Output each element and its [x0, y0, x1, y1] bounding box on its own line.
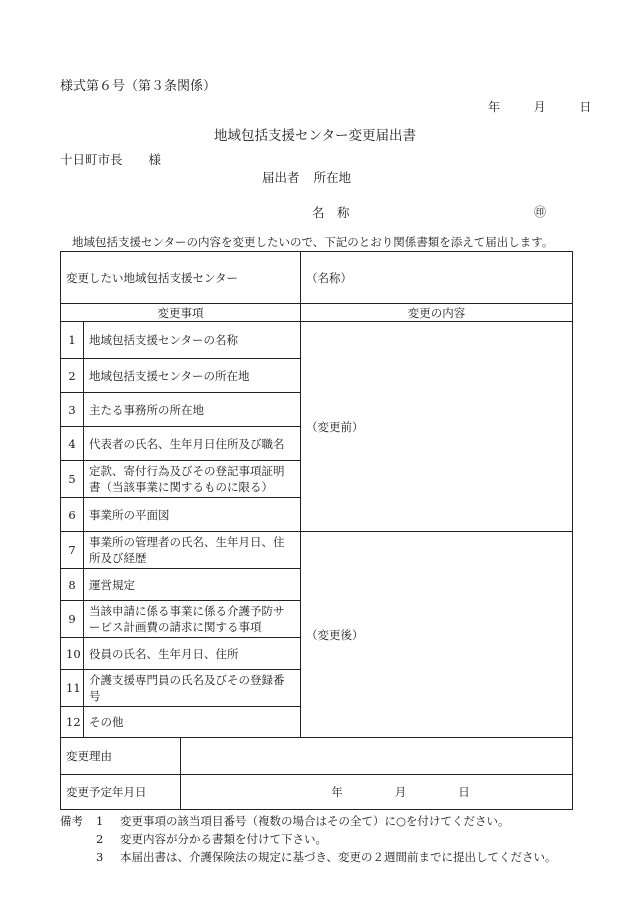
document-title: 地域包括支援センター変更届出書 — [214, 128, 416, 144]
form-number: 様式第６号（第３条関係） — [60, 79, 217, 94]
item-number[interactable]: 2 — [61, 359, 84, 393]
scheduled-month: 月 — [394, 785, 407, 799]
item-number[interactable]: 4 — [61, 427, 84, 461]
scheduled-day: 日 — [458, 785, 470, 799]
note-text: 変更事項の該当項目番号（複数の場合はその全て）に○を付けてください。 — [120, 814, 510, 828]
item-number[interactable]: 8 — [61, 569, 84, 601]
addressee-name: 十日町市長 — [60, 152, 123, 167]
item-text: 運営規定 — [84, 569, 301, 601]
filer-label: 届出者 — [262, 170, 300, 185]
after-change-field[interactable]: （変更後） — [301, 532, 573, 738]
seal-mark: ㊞ — [534, 205, 547, 219]
date-year: 年 — [488, 100, 501, 114]
note-item — [60, 848, 557, 866]
item-number[interactable]: 11 — [61, 670, 84, 707]
note-number: 1 — [96, 814, 104, 828]
item-text: 地域包括支援センターの所在地 — [84, 359, 301, 393]
notes-label: 備考 — [60, 814, 83, 828]
date-line — [488, 98, 591, 115]
item-text: 地域包括支援センターの名称 — [84, 322, 301, 359]
item-text: 主たる事務所の所在地 — [84, 393, 301, 427]
filer-address-line — [262, 168, 351, 186]
addressee-honorific: 様 — [148, 152, 162, 167]
note-item — [60, 830, 557, 848]
item-text: 事業所の平面図 — [84, 498, 301, 532]
center-name-field[interactable]: （名称） — [301, 252, 573, 304]
item-text: 事業所の管理者の氏名、生年月日、住所及び経歴 — [84, 532, 301, 569]
note-item — [60, 812, 557, 830]
scheduled-date-label: 変更予定年月日 — [61, 775, 181, 810]
item-number[interactable]: 3 — [61, 393, 84, 427]
item-text: 介護支援専門員の氏名及びその登録番号 — [84, 670, 301, 707]
item-text: 定款、寄付行為及びその登記事項証明書（当該事業に関するものに限る） — [84, 461, 301, 498]
item-number[interactable]: 5 — [61, 461, 84, 498]
item-number[interactable]: 9 — [61, 601, 84, 638]
item-number[interactable]: 6 — [61, 498, 84, 532]
item-text: その他 — [84, 707, 301, 738]
date-month: 月 — [533, 100, 546, 114]
scheduled-date-field[interactable] — [181, 775, 573, 810]
scheduled-year: 年 — [331, 785, 343, 799]
center-label-cell: 変更したい地域包括支援センター — [61, 252, 301, 304]
filer-name-line — [312, 203, 350, 221]
item-text: 代表者の氏名、生年月日住所及び職名 — [84, 427, 301, 461]
item-number[interactable]: 1 — [61, 322, 84, 359]
item-number[interactable]: 12 — [61, 707, 84, 738]
item-text: 当該申請に係る事業に係る介護予防サービス計画費の請求に関する事項 — [84, 601, 301, 638]
addressee — [60, 150, 161, 168]
before-change-field[interactable]: （変更前） — [301, 322, 573, 532]
note-text: 本届出書は、介護保険法の規定に基づき、変更の２週間前までに提出してください。 — [120, 850, 557, 864]
col-header-contents: 変更の内容 — [301, 304, 573, 322]
name-label: 名 称 — [312, 205, 350, 220]
item-number[interactable]: 7 — [61, 532, 84, 569]
address-label: 所在地 — [313, 170, 352, 185]
item-number[interactable]: 10 — [61, 638, 84, 670]
change-form-table — [60, 251, 573, 810]
notes-section — [60, 812, 557, 866]
col-header-items: 変更事項 — [61, 304, 301, 322]
reason-label: 変更理由 — [61, 738, 181, 775]
item-text: 役員の氏名、生年月日、住所 — [84, 638, 301, 670]
intro-text: 地域包括支援センターの内容を変更したいので、下記のとおり関係書類を添えて届出します。 — [72, 235, 554, 249]
note-number: 3 — [96, 850, 104, 864]
note-number: 2 — [96, 832, 104, 846]
reason-field[interactable] — [181, 738, 573, 775]
date-day: 日 — [579, 100, 592, 114]
note-text: 変更内容が分かる書類を付けて下さい。 — [120, 832, 327, 846]
